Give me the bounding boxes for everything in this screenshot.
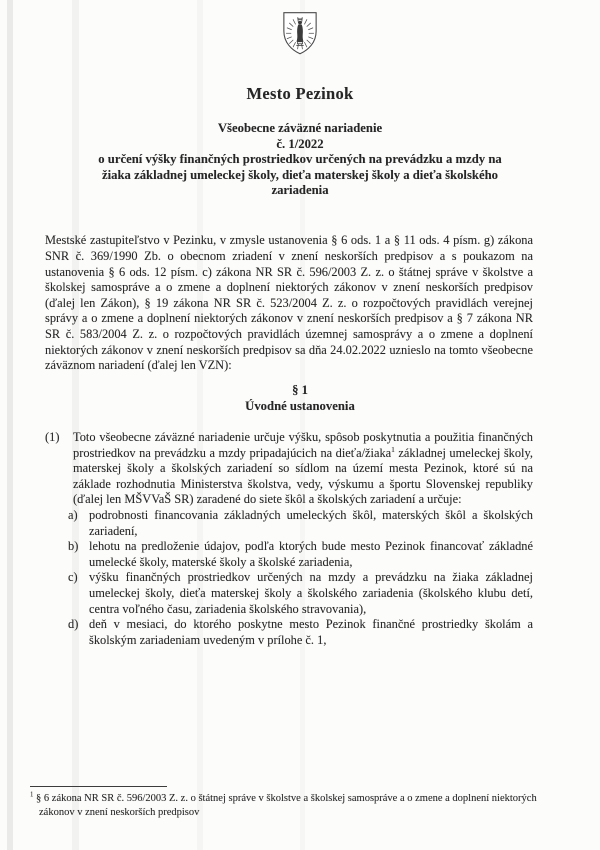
title-line: zariadenia (271, 183, 329, 197)
pezinok-coat-of-arms-icon (278, 10, 322, 63)
document-title (50, 121, 550, 199)
footnote-marker: 1 (30, 791, 34, 799)
item-marker: (1) (45, 430, 60, 444)
footnote (30, 792, 561, 819)
list-item-text: výšku finančných prostriedkov určených na mzdy a prevádzku na žiaka základnej umeleckej školy, dieťa materskej školy a školského zariadenia (školského klubu detí, centra voľného času, zariadenia školského stravovania), (89, 570, 533, 616)
item-text-after-footnote-ref: základnej umeleckej školy, materskej školy a školských zariadení so sídlom na území mesta Pezinok, ktoré sú na základe rozhodnutia Ministerstva školstva, vedy, výskumu a športu Slovenskej republiky (ďalej len MŠVVaŠ SR) zaradené do siete škôl a školských zariadení a určuje: (73, 445, 533, 507)
list-item-text: deň v mesiaci, do ktorého poskytne mesto Pezinok finančné prostriedky školám a školským zariadeniam uvedeným v prílohe č. 1, (89, 617, 533, 647)
list-item-text: lehotu na predloženie údajov, podľa ktorých bude mesto Pezinok financovať základné umelecké školy, materské školy a školské zariadenia, (89, 539, 533, 569)
list-item (68, 508, 533, 539)
organization-name: Mesto Pezinok (246, 84, 354, 103)
list-item-marker: d) (68, 617, 79, 632)
list-item-text: podrobnosti financovania základných umeleckých škôl, materských škôl a školských zariadení, (89, 507, 533, 538)
item-body (68, 430, 533, 648)
footnote-text: § 6 zákona NR SR č. 596/2003 Z. z. o štátnej správe v školstve a školskej samospráve a o zmene a doplnení niektorých zákonov v znení neskorších predpisov (33, 793, 537, 818)
section-title: Úvodné ustanovenia (245, 398, 355, 413)
list-item-marker: b) (68, 539, 79, 554)
section-number: § 1 (292, 383, 308, 397)
footnote-separator (30, 786, 167, 787)
title-line: o určení výšky finančných prostriedkov určených na prevádzku a mzdy na (98, 152, 502, 166)
list-item-marker: a) (68, 507, 78, 522)
preamble-paragraph: Mestské zastupiteľstvo v Pezinku, v zmysle ustanovenia § 6 ods. 1 a § 11 ods. 4 písm. g) zákona SNR č. 369/1990 Zb. o obecnom zriadení v znení neskorších predpisov a s poukazom na ustanovenia § 6 ods. 12 písm. c) zákona NR SR č. 596/2003 Z. z. o štátnej správe v školstve a školskej samospráve a o zmene a doplnení niektorých zákonov v znení neskorších predpisov (ďalej len Zákon), § 19 zákona NR SR č. 523/2004 Z. z. o rozpočtových pravidlách verejnej správy a o zmene a doplnení niektorých zákonov v znení neskorších predpisov a § 7 zákona NR SR č. 583/2004 Z. z. o rozpočtových pravidlách územnej samosprávy a o zmene a doplnení niektorých zákonov v znení neskorších predpisov sa dňa 24.02.2022 uznieslo na tomto všeobecne záväznom nariadení (ďalej len VZN): (45, 233, 533, 373)
section-1-heading (0, 383, 600, 414)
list-item-marker: c) (68, 570, 78, 585)
numbered-item-1 (45, 430, 533, 648)
lettered-sublist (68, 507, 533, 648)
title-line: Všeobecne záväzné nariadenie (217, 121, 383, 135)
item-text-before-footnote-ref: Toto všeobecne záväzné nariadenie určuje výšku, spôsob poskytnutia a použitia finančných prostriedkov na prevádzku a mzdy pripadajúcich na dieťa/žiaka (73, 430, 533, 460)
item-intro-text (73, 430, 533, 508)
list-item (68, 570, 533, 617)
list-item (68, 539, 533, 570)
title-line-number: č. 1/2022 (276, 136, 324, 151)
scan-streak (7, 0, 13, 850)
list-item (68, 617, 533, 648)
title-line: žiaka základnej umeleckej školy, dieťa materskej školy a dieťa školského (102, 167, 498, 182)
footnote-reference: 1 (391, 444, 395, 454)
